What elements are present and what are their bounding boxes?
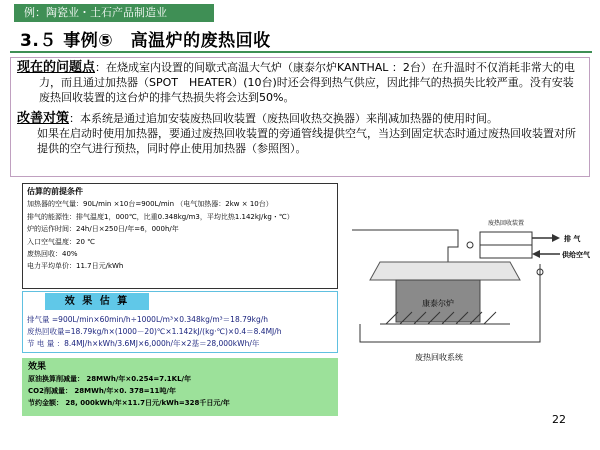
- effect-box: [22, 358, 338, 416]
- measure-line2: 如果在启动时使用加热器，要通过废热回收装置的旁通管线提供空气，当达到固定状态时通过废热回收装置对所提供的空气进行预热，同时停止使用加热器（参照图）。: [37, 127, 576, 155]
- problem-heading: 现在的问题点: [17, 60, 96, 75]
- effect-item: CO2削减量： 28MWh/年×0. 378=11吨/年: [28, 387, 176, 395]
- valve: [467, 242, 473, 248]
- effect-item: 原油换算削减量： 28MWh/年×0.254=7.1KL/年: [28, 375, 192, 383]
- effect-heading: 效果: [28, 362, 47, 372]
- diagram-caption: 废热回收系统: [415, 353, 463, 362]
- calculation-lines: [27, 314, 282, 350]
- furnace-label: 康泰尔炉: [422, 299, 454, 308]
- calculation-line: 废热回收量=18.79kg/h×(1000－20)℃×1.142kJ/(kg·℃)×0.4＝8.4MJ/h: [27, 327, 282, 336]
- furnace-hood: [370, 262, 520, 280]
- recovery-unit-label: 废热回收装置: [487, 220, 525, 227]
- effect-item: 节约金额： 28, 000kWh/年×11.7日元/kWh=328千日元/年: [28, 399, 230, 407]
- title-divider: [10, 51, 592, 53]
- measure-paragraph: [17, 111, 583, 156]
- assumptions-box: [22, 183, 338, 289]
- supply-air-label: 供给空气: [562, 251, 590, 259]
- assumption-item: 入口空气温度：20 ℃: [27, 237, 95, 246]
- problem-text: ：在烧成室内设置的间歇式高温大气炉（康泰尔炉KANTHAL ：2台）在升温时不仅消耗非常大的电力，而且通过加热器（SPOT HEATER）(10台)时还会得到热气供应，因此排气的热损失比较严重。没有安装废热回收装置的这台炉的排气热损失将会达到50%。: [39, 61, 575, 104]
- calculation-box: [22, 291, 338, 353]
- exhaust-label: 排 气: [564, 235, 581, 243]
- assumption-item: 加热器的空气量：90L/min ×10台=900L/min （电气加热器：2kw × 10台）: [27, 200, 273, 209]
- calculation-line: 节 电 量 ：8.4MJ/h×kWh/3.6MJ×6,000h/年×2基＝28,000kWh/年: [27, 339, 260, 348]
- assumption-item: 炉的运作时间：24h/日×250日/年=6，000h/年: [27, 225, 179, 234]
- calculation-line: 排气量 =900L/min×60min/h÷1000L/m³×0.348kg/m³＝18.79kg/h: [27, 315, 269, 324]
- duct-line: [352, 230, 458, 264]
- assumption-item: 电力平均单价：11.7日元/kWh: [27, 262, 124, 271]
- page-title: 3.５ 事例⑤ 高温炉的废热回收: [20, 31, 271, 51]
- assumption-item: 排气的能源性：排气温度1，000℃，比重0.348kg/m3，平均比热1.142kJ/kg・℃）: [27, 212, 294, 221]
- measure-line1: ：本系统是通过追加安装废热回收装置（废热回收热交换器）来削减加热器的使用时间。: [69, 112, 499, 125]
- problem-paragraph: [17, 60, 583, 105]
- calculation-heading: 效 果 估 算: [45, 293, 149, 310]
- waste-heat-recovery-diagram: [340, 212, 592, 362]
- category-tag: 例：陶瓷业・土石产品制造业: [14, 4, 214, 22]
- description-box: [10, 57, 590, 177]
- measure-heading: 改善对策: [17, 111, 70, 126]
- page-number: 22: [552, 413, 566, 426]
- assumption-item: 废热回收：40%: [27, 250, 78, 259]
- assumptions-heading: 估算的前提条件: [27, 187, 83, 196]
